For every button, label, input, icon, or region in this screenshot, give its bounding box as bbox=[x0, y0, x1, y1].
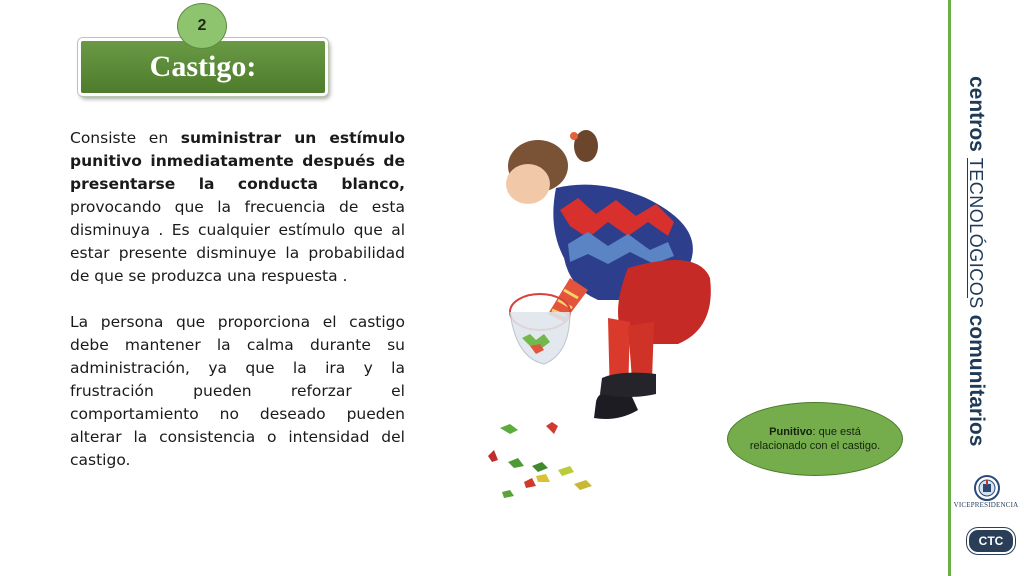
slide-title-text: Castigo: bbox=[149, 50, 257, 83]
brand-word-comunitarios: comunitarios bbox=[965, 314, 988, 447]
brand-word-tecnologicos: TECNOLÓGICOS bbox=[966, 157, 986, 309]
body-text bbox=[70, 127, 405, 495]
definition-note bbox=[727, 402, 903, 476]
definition-text bbox=[748, 425, 882, 453]
slide-number-badge: 2 bbox=[177, 3, 227, 49]
paragraph-1-bold: suministrar un estímulo punitivo inmediatamente después de presentarse la conducta blanco, bbox=[70, 129, 405, 193]
brand-wordmark bbox=[964, 76, 988, 446]
definition-body: : que está relacionado con el castigo. bbox=[749, 426, 881, 452]
paragraph-2: La persona que proporciona el castigo debe mantener la calma durante su administración, ya que la ira y la frustración pueden reforzar el comportamiento no deseado pueden alterar la consistencia o intensidad del castigo. bbox=[70, 313, 405, 469]
child-picking-candy-photo bbox=[478, 118, 728, 503]
vicepresidencia-label: VICEPRESIDENCIA bbox=[953, 501, 1019, 509]
paragraph-1-lead: Consiste en bbox=[70, 129, 181, 147]
paragraph-1-rest: provocando que la frecuencia de esta disminuya . Es cualquier estímulo que al estar presente disminuye la probabilidad de que se produzca una respuesta . bbox=[70, 198, 405, 285]
vicepresidencia-seal-icon bbox=[956, 474, 1018, 518]
brand-word-centros: centros bbox=[965, 76, 988, 152]
definition-term: Punitivo bbox=[769, 426, 813, 438]
paragraph-1 bbox=[70, 127, 405, 288]
ctc-logo: CTC bbox=[967, 528, 1015, 554]
